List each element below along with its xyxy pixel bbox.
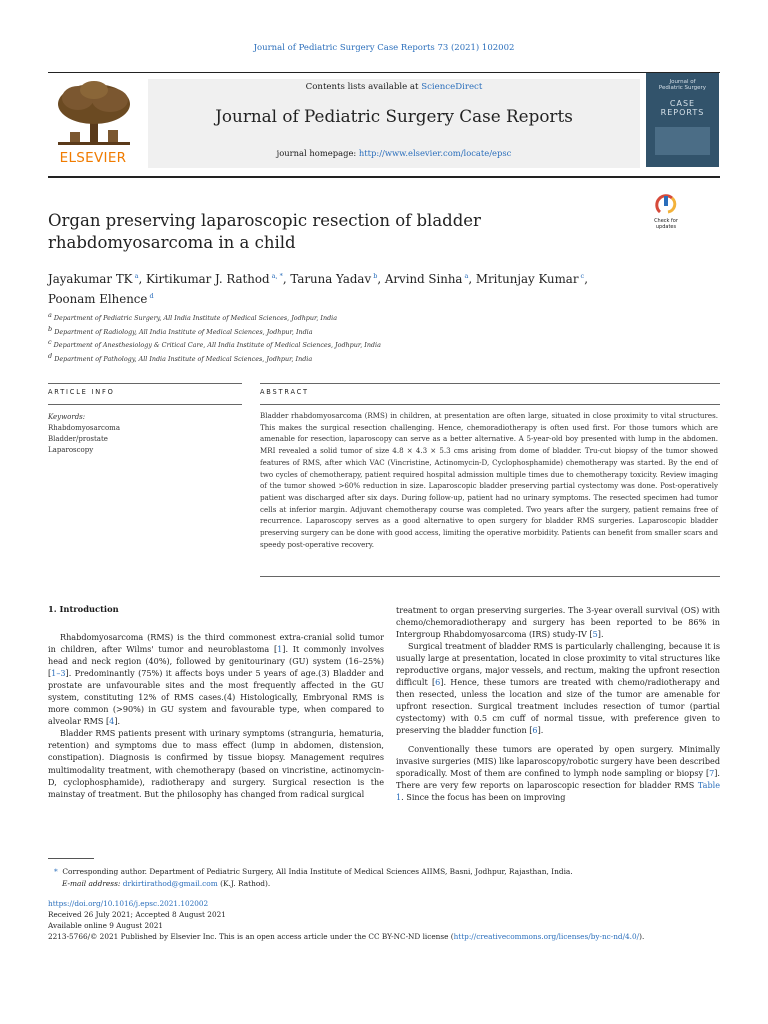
header-rule-bottom <box>48 176 720 178</box>
author-list <box>48 268 648 308</box>
affiliation-text: Department of Radiology, All India Institute of Medical Sciences, Jodhpur, India <box>52 327 313 336</box>
body-column-right <box>396 604 720 803</box>
contents-line <box>148 82 640 92</box>
intro-paragraph-5: Conventionally these tumors are operated by open surgery. Minimally invasive surgeries (MIS) like laparoscopy/robotic surgery have been described sporadically. Most of them are confined to lymph node sampling or biopsy [7]. There are very few reports on laparoscopic resection for bladder RMS Table 1. Since the focus has been on improving <box>396 743 720 802</box>
cover-line4: REPORTS <box>660 108 705 117</box>
author-name[interactable]: Taruna Yadav <box>290 271 372 286</box>
intro-paragraph-1: Rhabdomyosarcoma (RMS) is the third commonest extra-cranial solid tumor in children, after Wilms' tumor and neuroblastoma [1]. It commonly involves head and neck region (40%), followed by genitourinary (GU) system (16–25%) [1–3]. Predominantly (75%) it affects boys under 5 years of age.(3) Bladder and prostate are unfavourable sites and the most frequently affected in the GU system, constituting 12% of RMS cases.(4) Histologically, Embryonal RMS is more common (>90%) in GU system and favourable type, when compared to alveolar RMS [4]. <box>48 632 384 727</box>
affiliation-key: b <box>48 324 53 333</box>
body-column-left <box>48 631 384 800</box>
journal-citation[interactable]: Journal of Pediatric Surgery Case Reports 73 (2021) 102002 <box>253 43 515 53</box>
affiliation-text: Department of Pathology, All India Institute of Medical Sciences, Jodhpur, India <box>52 355 313 364</box>
author-separator: , <box>138 271 146 286</box>
author-separator: , <box>377 271 385 286</box>
intro-paragraph-3: treatment to organ preserving surgeries. The 3-year overall survival (OS) with chemo/chemoradiotherapy and surgery has been reported to be 86% in Intergroup Rhabdomyosarcoma (IRS) study-IV [5]. <box>396 605 720 640</box>
abstract-heading: ABSTRACT <box>260 388 309 396</box>
affiliation-item <box>48 351 688 365</box>
cover-image <box>655 127 710 155</box>
online-date: Available online 9 August 2021 <box>48 921 164 930</box>
homepage-line <box>148 148 640 158</box>
table-link[interactable]: Table 1 <box>396 779 720 802</box>
keywords-block <box>48 412 238 456</box>
reference-link[interactable]: 5 <box>592 629 598 640</box>
keyword: Rhabdomyosarcoma <box>48 424 120 432</box>
author-name[interactable]: Mritunjay Kumar <box>475 271 579 286</box>
author-name[interactable]: Kirtikumar J. Rathod <box>145 271 270 286</box>
footnote-rule <box>48 858 94 859</box>
intro-paragraph-2: Bladder RMS patients present with urinary symptoms (stranguria, hematuria, retention) and symptoms due to mass effect (lump in abdomen, distension, constipation). Diagnosis is confirmed by tissue biopsy. Management requires multimodality treatment, with chemotherapy (based on vincristine, actinomycin-D, cyclophosphamide), radiotherapy and surgery. Surgical resection is the mainstay of treatment. But the philosophy has changed from radical surgical <box>48 728 384 799</box>
contents-prefix: Contents lists available at <box>305 82 422 92</box>
reference-link[interactable]: 7 <box>709 767 715 778</box>
article-info-rule <box>48 404 242 405</box>
corresponding-author-footnote <box>48 866 728 889</box>
keyword: Bladder/prostate <box>48 435 108 443</box>
check-updates-line2: updates <box>655 224 677 230</box>
affiliation-marker[interactable]: b <box>371 272 378 280</box>
intro-paragraph-4: Surgical treatment of bladder RMS is particularly challenging, because it is usually large at presentation, located in close proximity to vital structures like reproductive organs, major vessels, and rectum, making the upfront resection difficult [6]. Hence, these tumors are treated with chemo/radiotherapy and then resected, unless the location and size of the tumor are amenable for upfront resection. Surgical treatment includes resection of tumor (partial cystectomy) with 0.5 cm cuff of normal tissue, with preference given to preserving the bladder function [6]. <box>396 641 720 736</box>
article-title: Organ preserving laparoscopic resection of bladder rhabdomyosarcoma in a child <box>48 211 481 252</box>
affiliation-item <box>48 324 688 338</box>
reference-link[interactable]: 4 <box>109 716 115 727</box>
publication-info <box>48 898 738 942</box>
journal-title: Journal of Pediatric Surgery Case Reports <box>215 106 573 126</box>
author-name[interactable]: Poonam Elhence <box>48 291 148 306</box>
abstract-rule <box>260 404 720 405</box>
affiliation-text: Department of Pediatric Surgery, All India Institute of Medical Sciences, Jodhpur, India <box>51 314 338 323</box>
article-info-heading: ARTICLE INFO <box>48 388 115 396</box>
publisher-wordmark: ELSEVIER <box>59 150 127 166</box>
affiliation-marker[interactable]: a <box>132 272 139 280</box>
homepage-link[interactable]: http://www.elsevier.com/locate/epsc <box>358 148 512 158</box>
doi-link[interactable]: https://doi.org/10.1016/j.epsc.2021.102002 <box>48 899 209 908</box>
affiliation-key: a <box>48 311 52 319</box>
header-rule-top <box>48 72 720 73</box>
email-link[interactable]: drkirtirathod@gmail.com <box>122 878 218 888</box>
affiliation-marker[interactable]: c <box>578 272 585 280</box>
cover-line1: Journal of <box>669 79 696 85</box>
keywords-label: Keywords: <box>48 413 86 421</box>
homepage-prefix: journal homepage: <box>276 148 359 158</box>
affiliation-marker[interactable]: a, * <box>269 272 283 280</box>
journal-cover-thumbnail[interactable] <box>646 73 719 167</box>
corresponding-line: * Corresponding author. Department of Pediatric Surgery, All India Institute of Medical Sciences AIIMS, Basni, Jodhpur, Rajasthan, India. <box>54 867 573 876</box>
reference-link[interactable]: 6 <box>532 725 538 736</box>
reference-link[interactable]: 1–3 <box>51 668 66 679</box>
check-for-updates-badge[interactable] <box>646 192 686 232</box>
affiliation-item <box>48 337 688 351</box>
check-updates-icon <box>646 192 686 214</box>
affiliation-key: d <box>48 352 53 361</box>
author-separator: , <box>282 271 291 286</box>
intro-heading: 1. Introduction <box>48 604 119 614</box>
author-name[interactable]: Arvind Sinha <box>384 271 463 286</box>
email-line: E-mail address: drkirtirathod@gmail.com (K.J. Rathod). <box>62 878 271 888</box>
affiliation-marker[interactable]: a <box>462 272 469 280</box>
affiliation-marker[interactable]: d <box>147 291 154 300</box>
abstract-rule-bottom <box>260 576 720 577</box>
affiliation-key: c <box>48 338 52 347</box>
article-info-rule-top <box>48 383 242 384</box>
abstract-rule-top <box>260 383 720 384</box>
author-separator: , <box>584 271 588 286</box>
author-name[interactable]: Jayakumar TK <box>48 271 133 286</box>
received-dates: Received 26 July 2021; Accepted 8 August 2021 <box>48 910 226 919</box>
cover-line2: Pediatric Surgery <box>658 85 707 91</box>
author-separator: , <box>468 271 476 286</box>
reference-link[interactable]: 6 <box>435 677 441 688</box>
license-line: 2213-5766/© 2021 Published by Elsevier Inc. This is an open access article under the CC BY-NC-ND license (http://creativecommons.org/licenses/by-nc-nd/4.0/). <box>48 932 645 941</box>
cover-line3: CASE <box>669 99 696 108</box>
affiliation-list <box>48 310 688 365</box>
license-link[interactable]: http://creativecommons.org/licenses/by-nc-nd/4.0/ <box>453 932 640 941</box>
sciencedirect-link[interactable]: ScienceDirect <box>421 82 483 92</box>
check-updates-line1: Check for <box>654 218 678 224</box>
abstract-text: Bladder rhabdomyosarcoma (RMS) in children, at presentation are often large, situated in close proximity to vital structures. This makes the surgical resection challenging. Hence, chemoradiotherapy is often used first. For those tumors which are amenable for resection, laparoscopy can serve as a better alternative. A 5-year-old boy presented with lump in the abdomen. MRI revealed a solid tumor of size 4.8 × 4.3 × 5.3 cms arising from dome of bladder. Tru-cut biopsy of the tumor showed features of RMS, after which VAC (Vincristine, Actinomycin-D, Cyclophosphamide) chemotherapy was started. By the end of two cycles of chemotherapy, patient required hospital admission multiple times due to chemotherapy toxicity. Review imaging of the tumor showed >60% reduction in size. Laparoscopic bladder preserving partial cystectomy was done. Post-operatively patient was discharged after six days. During follow-up, patient had no urinary symptoms. The resected specimen had tumor cells at inferior margin. Adjuvant chemotherapy course was completed. Two years after the surgery, patient remains free of recurrence. Laparoscopy serves as a good alternative to open surgery for bladder RMS surgeries. Laparoscopic bladder preserving surgery can be done with good access, limiting the operative morbidity. Patients can benefit from smaller scars and speedy post-operative recovery. <box>260 411 718 549</box>
keyword: Laparoscopy <box>48 446 94 454</box>
affiliation-text: Department of Anesthesiology & Critical Care, All India Institute of Medical Sciences, Jodhpur, India <box>51 341 381 350</box>
reference-link[interactable]: 1 <box>277 644 283 655</box>
affiliation-item <box>48 310 688 324</box>
